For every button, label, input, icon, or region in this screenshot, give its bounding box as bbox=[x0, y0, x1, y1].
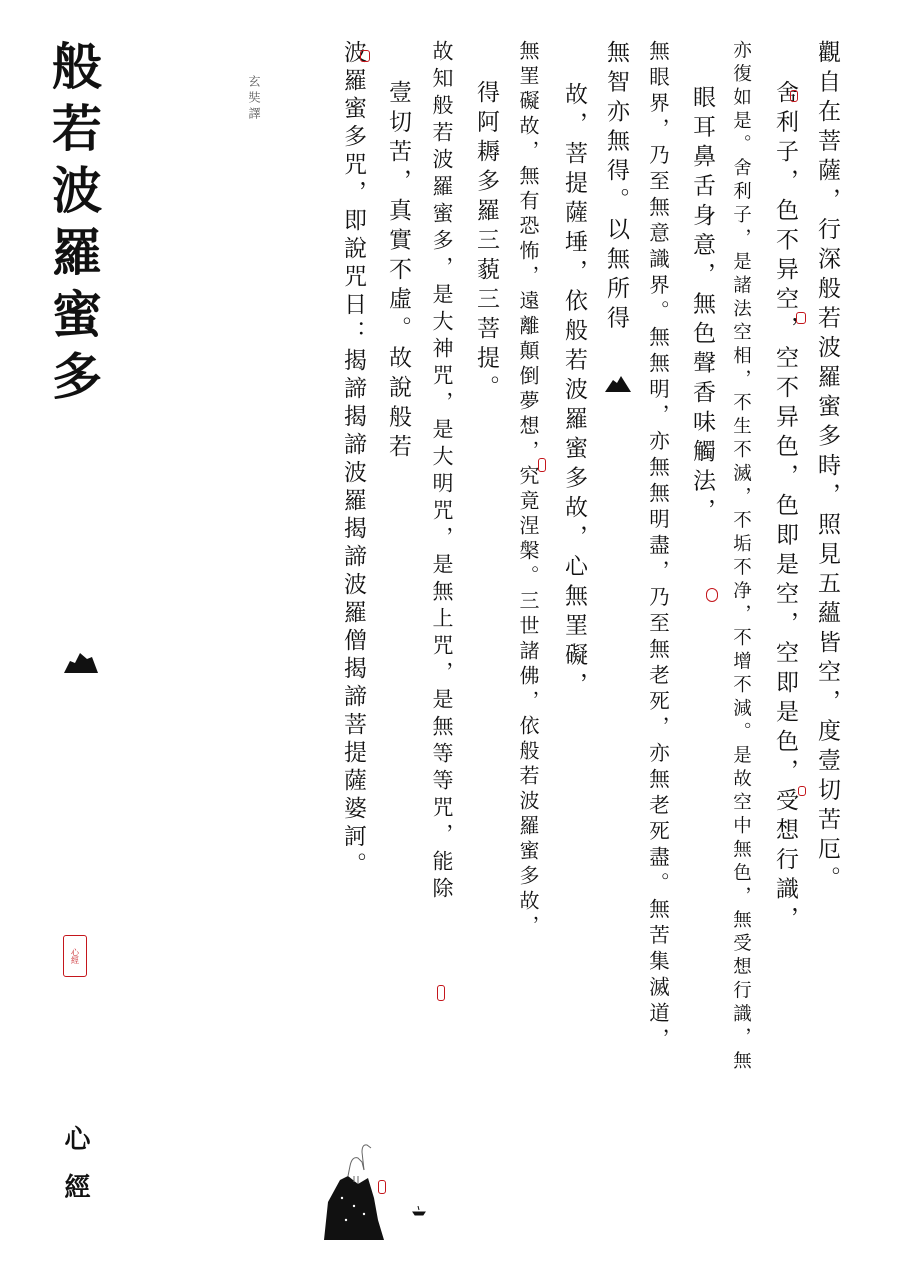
small-red-seal bbox=[790, 90, 798, 102]
small-red-seal bbox=[538, 458, 546, 472]
sutra-line-12: 波羅蜜多咒，即說咒日：揭諦揭諦波羅揭諦波羅僧揭諦菩提薩婆訶。 bbox=[340, 40, 366, 880]
small-red-seal bbox=[437, 985, 445, 1001]
sutra-line-11: 壹切苦，真實不虛。故說般若 bbox=[385, 80, 411, 464]
sutra-line-2: 舍利子，色不异空，空不异色，色即是空，空即是色，受想行識， bbox=[772, 80, 798, 936]
small-red-seal bbox=[796, 312, 806, 324]
small-red-seal bbox=[360, 50, 370, 62]
sutra-line-4: 眼耳鼻舌身意，無色聲香味觸法， bbox=[689, 85, 715, 528]
red-name-seal bbox=[63, 935, 87, 977]
subtitle: 心經 bbox=[60, 1125, 90, 1221]
crane-on-rock-illustration-icon bbox=[318, 1140, 388, 1240]
sutra-line-7: 故，菩提薩埵，依般若波羅蜜多故，心無罣礙， bbox=[561, 82, 587, 702]
translator-credit: 玄奘譯 bbox=[247, 75, 261, 123]
sutra-line-5: 無眼界，乃至無意識界。無無明，亦無無明盡，乃至無老死，亦無老死盡。無苦集滅道， bbox=[645, 40, 670, 1054]
small-red-seal bbox=[798, 786, 806, 796]
sutra-line-10: 故知般若波羅蜜多，是大神咒，是大明咒，是無上咒，是無等等咒，能除 bbox=[430, 40, 454, 904]
sutra-line-8: 無罣礙故，無有恐怖，遠離顛倒夢想，究竟涅槃。三世諸佛，依般若波羅蜜多故， bbox=[516, 40, 540, 940]
sutra-line-9: 得阿耨多羅三藐三菩提。 bbox=[473, 80, 499, 405]
ink-peak-icon bbox=[605, 376, 631, 392]
sutra-line-6: 無智亦無得。以無所得 bbox=[603, 40, 629, 335]
boat-ornament-icon bbox=[412, 1206, 426, 1216]
page-title: 般若波羅蜜多 bbox=[44, 40, 103, 412]
mountain-ornament-icon bbox=[64, 653, 98, 673]
sutra-line-3: 亦復如是。舍利子，是諸法空相，不生不滅，不垢不净，不增不減。是故空中無色，無受想行識，無 bbox=[730, 40, 752, 1074]
seal-text: 心經 bbox=[70, 948, 80, 964]
sutra-line-1: 觀自在菩薩，行深般若波羅蜜多時，照見五蘊皆空，度壹切苦厄。 bbox=[814, 40, 840, 896]
small-red-seal bbox=[706, 588, 718, 602]
